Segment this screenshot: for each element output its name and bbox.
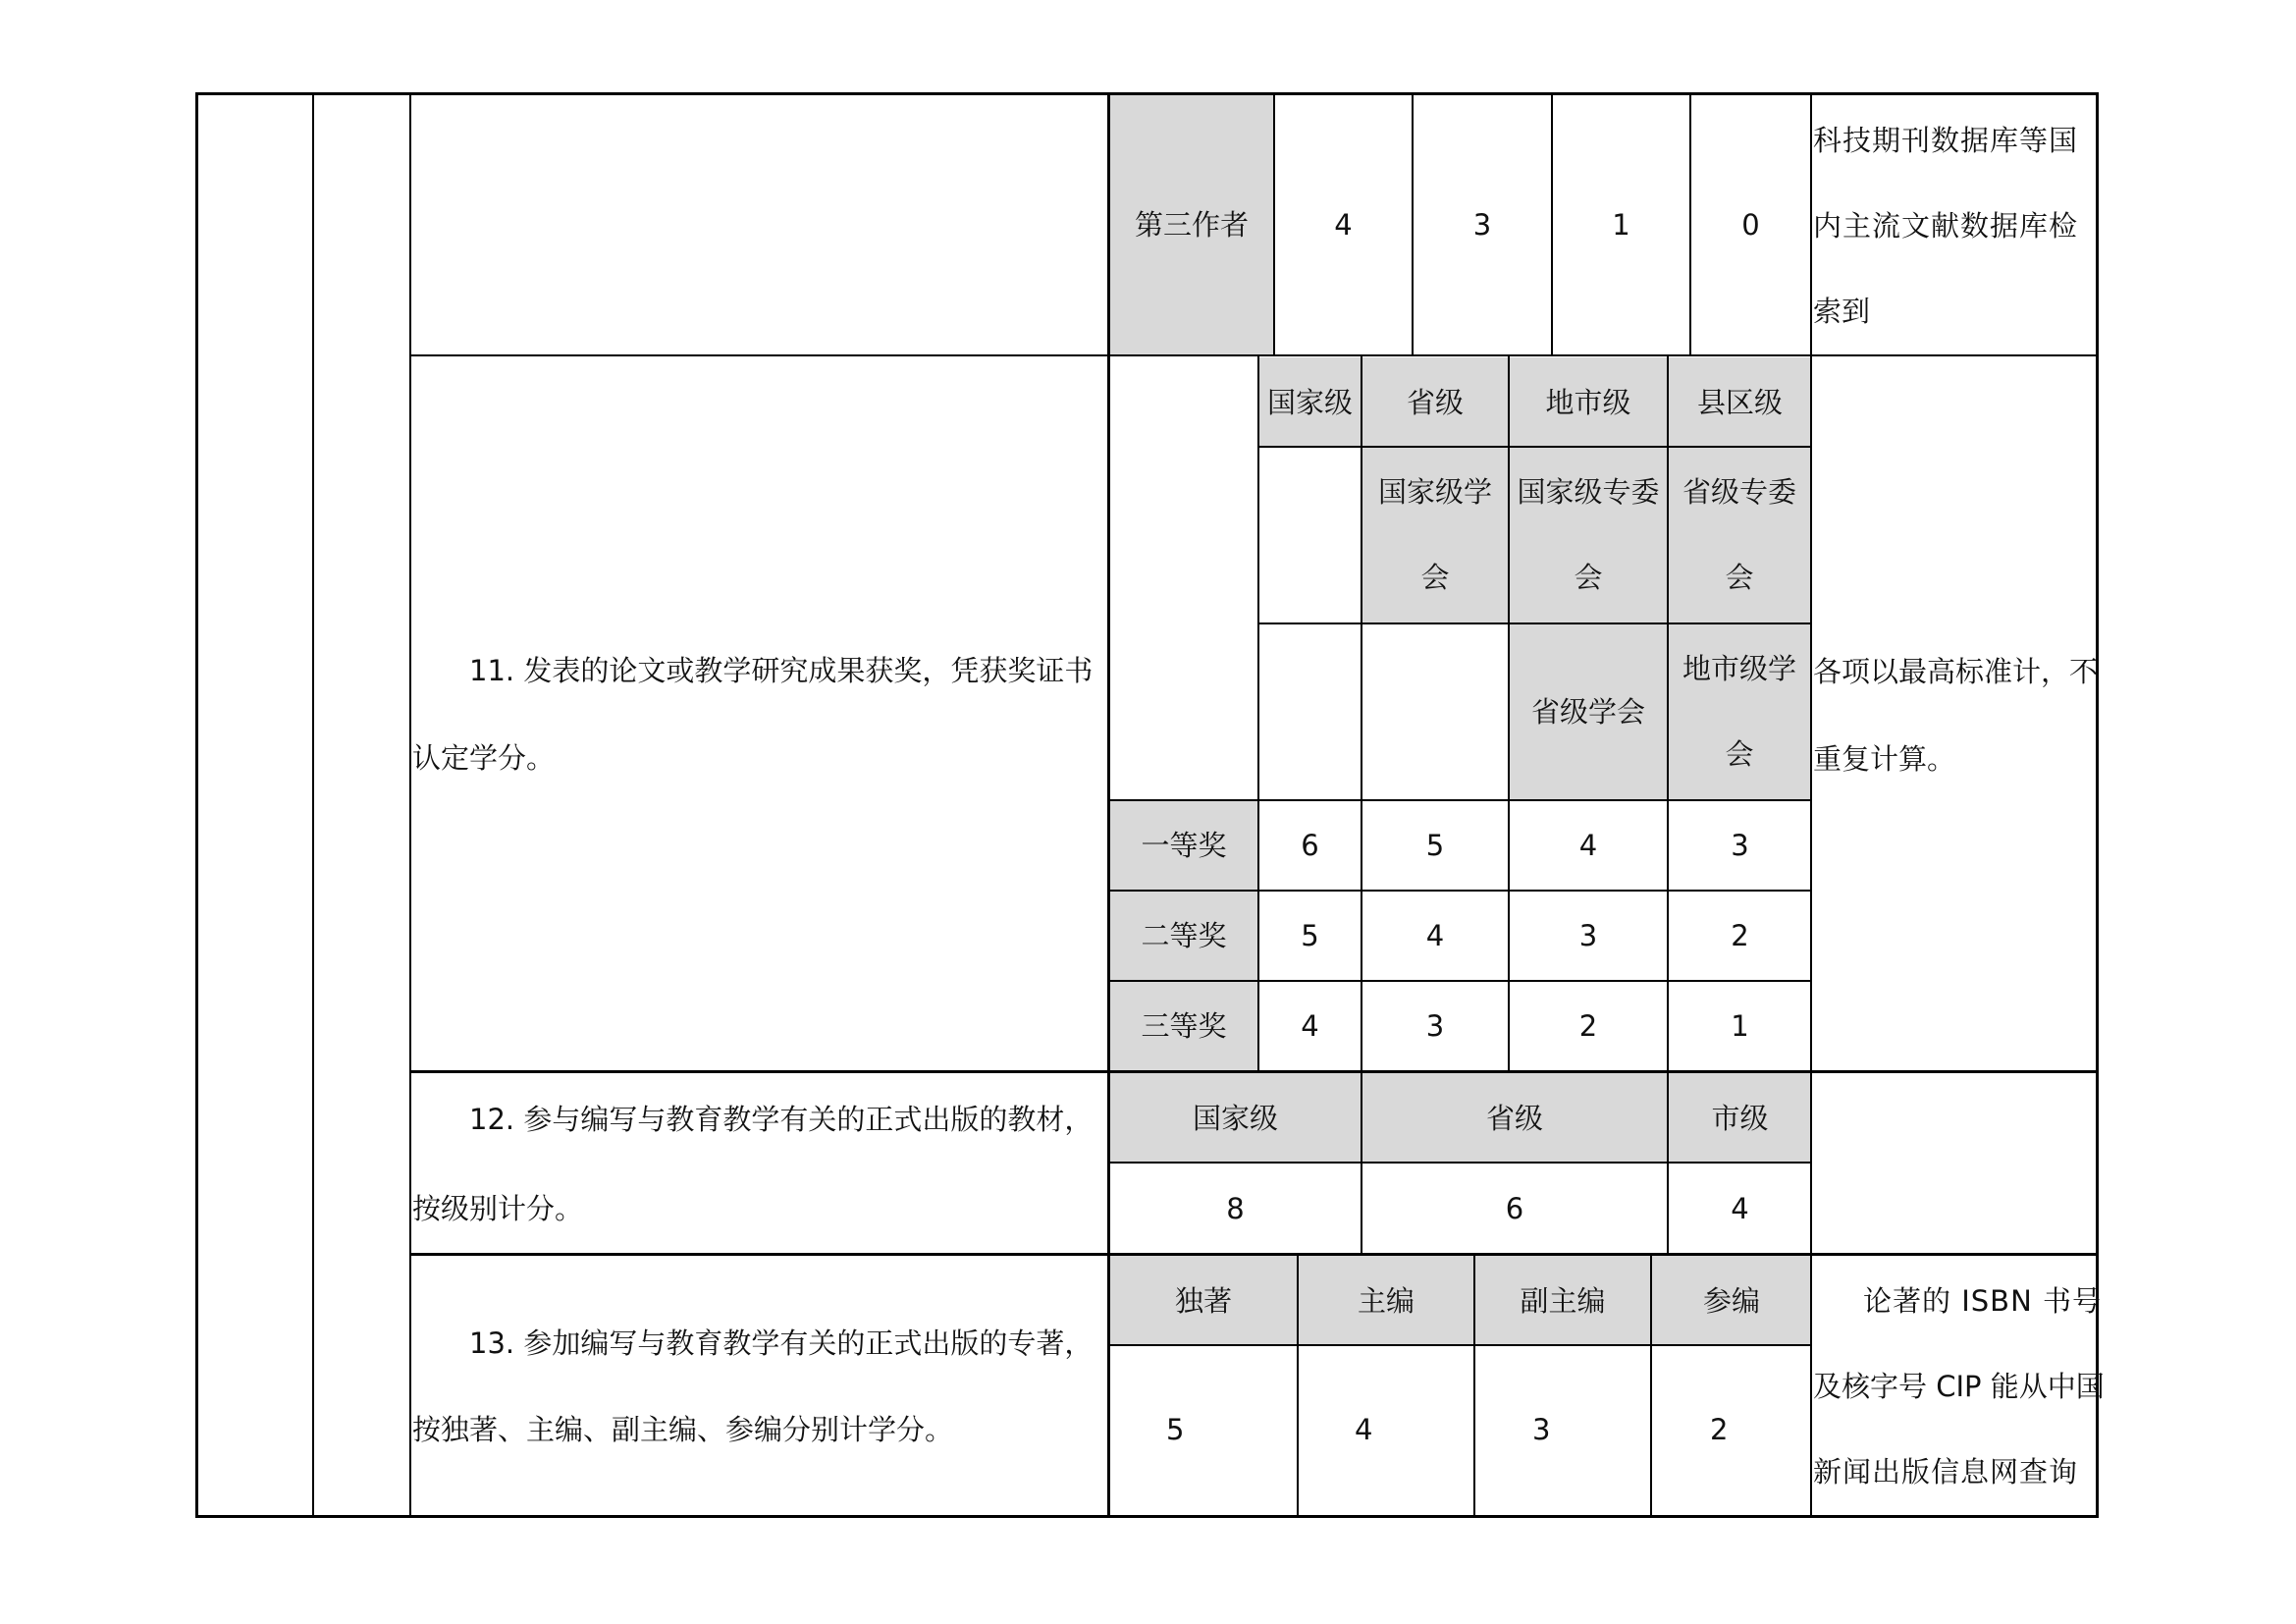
r12-level-header: 市级 — [1711, 1102, 1769, 1135]
r11-award-value: 2 — [1578, 1009, 1598, 1043]
r13-value: 3 — [1532, 1413, 1551, 1446]
r11-organizer: 国家级学会 — [1377, 475, 1492, 594]
top-note-line: 科技期刊数据库等国 — [1813, 124, 2079, 157]
r11-award-value: 3 — [1578, 919, 1598, 952]
r11-h3 — [1108, 799, 1811, 801]
r11-award-label: 二等奖 — [1141, 919, 1227, 952]
r11-award-value: 5 — [1301, 919, 1319, 952]
r11-award-value: 3 — [1731, 829, 1749, 862]
row-sep-2 — [409, 1070, 2098, 1073]
r11-organizer: 地市级学会 — [1682, 652, 1796, 771]
top-value: 0 — [1741, 208, 1760, 242]
row13-description-line: 13. 参加编写与教育教学有关的正式出版的专著， — [469, 1326, 1094, 1360]
r11-award-value: 4 — [1578, 829, 1598, 862]
top-note-line: 内主流文献数据库检 — [1813, 209, 2079, 243]
row11-description-line: 11. 发表的论文或教学研究成果获奖，凭获奖证书 — [469, 654, 1094, 687]
r11-v1 — [1257, 355, 1259, 1072]
r13-role-header: 参编 — [1702, 1284, 1760, 1318]
r13-value: 5 — [1166, 1413, 1185, 1446]
third-author-label: 第三作者 — [1134, 208, 1249, 242]
r13-value: 4 — [1355, 1413, 1373, 1446]
r11-organizer: 省级专委会 — [1682, 475, 1796, 594]
row11-description-line: 认定学分。 — [412, 741, 556, 775]
r13-role-header: 独著 — [1174, 1284, 1232, 1318]
r11-award-label: 一等奖 — [1141, 829, 1227, 862]
r11-organizer: 省级学会 — [1530, 695, 1645, 729]
r11-award-label: 三等奖 — [1141, 1009, 1227, 1043]
col-line-2 — [409, 93, 411, 1517]
r11-h2 — [1257, 623, 1811, 624]
top-value: 3 — [1472, 208, 1492, 242]
table-border-bottom — [195, 1515, 2099, 1518]
row12-description-line: 12. 参与编写与教育教学有关的正式出版的教材， — [469, 1103, 1094, 1136]
r11-award-value: 3 — [1425, 1009, 1445, 1043]
r11-level-header: 省级 — [1406, 386, 1464, 419]
r11-award-value: 4 — [1425, 919, 1445, 952]
row13-note-line: 及核字号 CIP 能从中国 — [1813, 1370, 2105, 1403]
col-line-1 — [312, 93, 314, 1517]
row11-note-line: 重复计算。 — [1813, 742, 1956, 776]
r12-value: 8 — [1226, 1192, 1245, 1225]
r13-h1 — [1108, 1344, 1811, 1346]
row-sep-1 — [409, 354, 2098, 356]
r11-award-value: 2 — [1731, 919, 1749, 952]
r13-role-header: 主编 — [1357, 1284, 1415, 1318]
row13-description-line: 按独著、主编、副主编、参编分别计学分。 — [412, 1413, 954, 1446]
table-border-top — [195, 92, 2099, 95]
table-border-left — [195, 93, 198, 1517]
r12-level-header: 省级 — [1485, 1102, 1543, 1135]
row13-note-line: 论著的 ISBN 书号 — [1863, 1284, 2102, 1318]
row13-note-line: 新闻出版信息网查询 — [1813, 1455, 2079, 1489]
r11-h5 — [1108, 980, 1811, 982]
r13-value: 2 — [1710, 1413, 1729, 1446]
row-sep-3 — [409, 1253, 2098, 1256]
r11-v2 — [1361, 355, 1362, 1072]
r11-award-value: 1 — [1731, 1009, 1749, 1043]
r12-level-header: 国家级 — [1192, 1102, 1278, 1135]
r12-h1 — [1108, 1162, 1811, 1164]
top-value: 1 — [1612, 208, 1630, 242]
r11-h4 — [1108, 890, 1811, 892]
r11-h1 — [1257, 446, 1811, 448]
row12-description-line: 按级别计分。 — [412, 1192, 584, 1225]
r11-v4 — [1667, 355, 1669, 1072]
top-note-line: 索到 — [1813, 295, 1871, 328]
r11-organizer: 国家级专委会 — [1517, 475, 1660, 594]
row11-note-line: 各项以最高标准计，不 — [1813, 655, 2099, 688]
r11-award-value: 5 — [1425, 829, 1445, 862]
r11-level-header: 地市级 — [1545, 386, 1631, 419]
r12-value: 6 — [1505, 1192, 1524, 1225]
top-value: 4 — [1334, 208, 1353, 242]
r12-value: 4 — [1731, 1192, 1749, 1225]
r11-level-header: 县区级 — [1696, 386, 1783, 419]
r13-role-header: 副主编 — [1520, 1284, 1606, 1318]
r11-award-value: 6 — [1301, 829, 1319, 862]
r11-award-value: 4 — [1301, 1009, 1319, 1043]
r11-level-header: 国家级 — [1266, 386, 1353, 419]
